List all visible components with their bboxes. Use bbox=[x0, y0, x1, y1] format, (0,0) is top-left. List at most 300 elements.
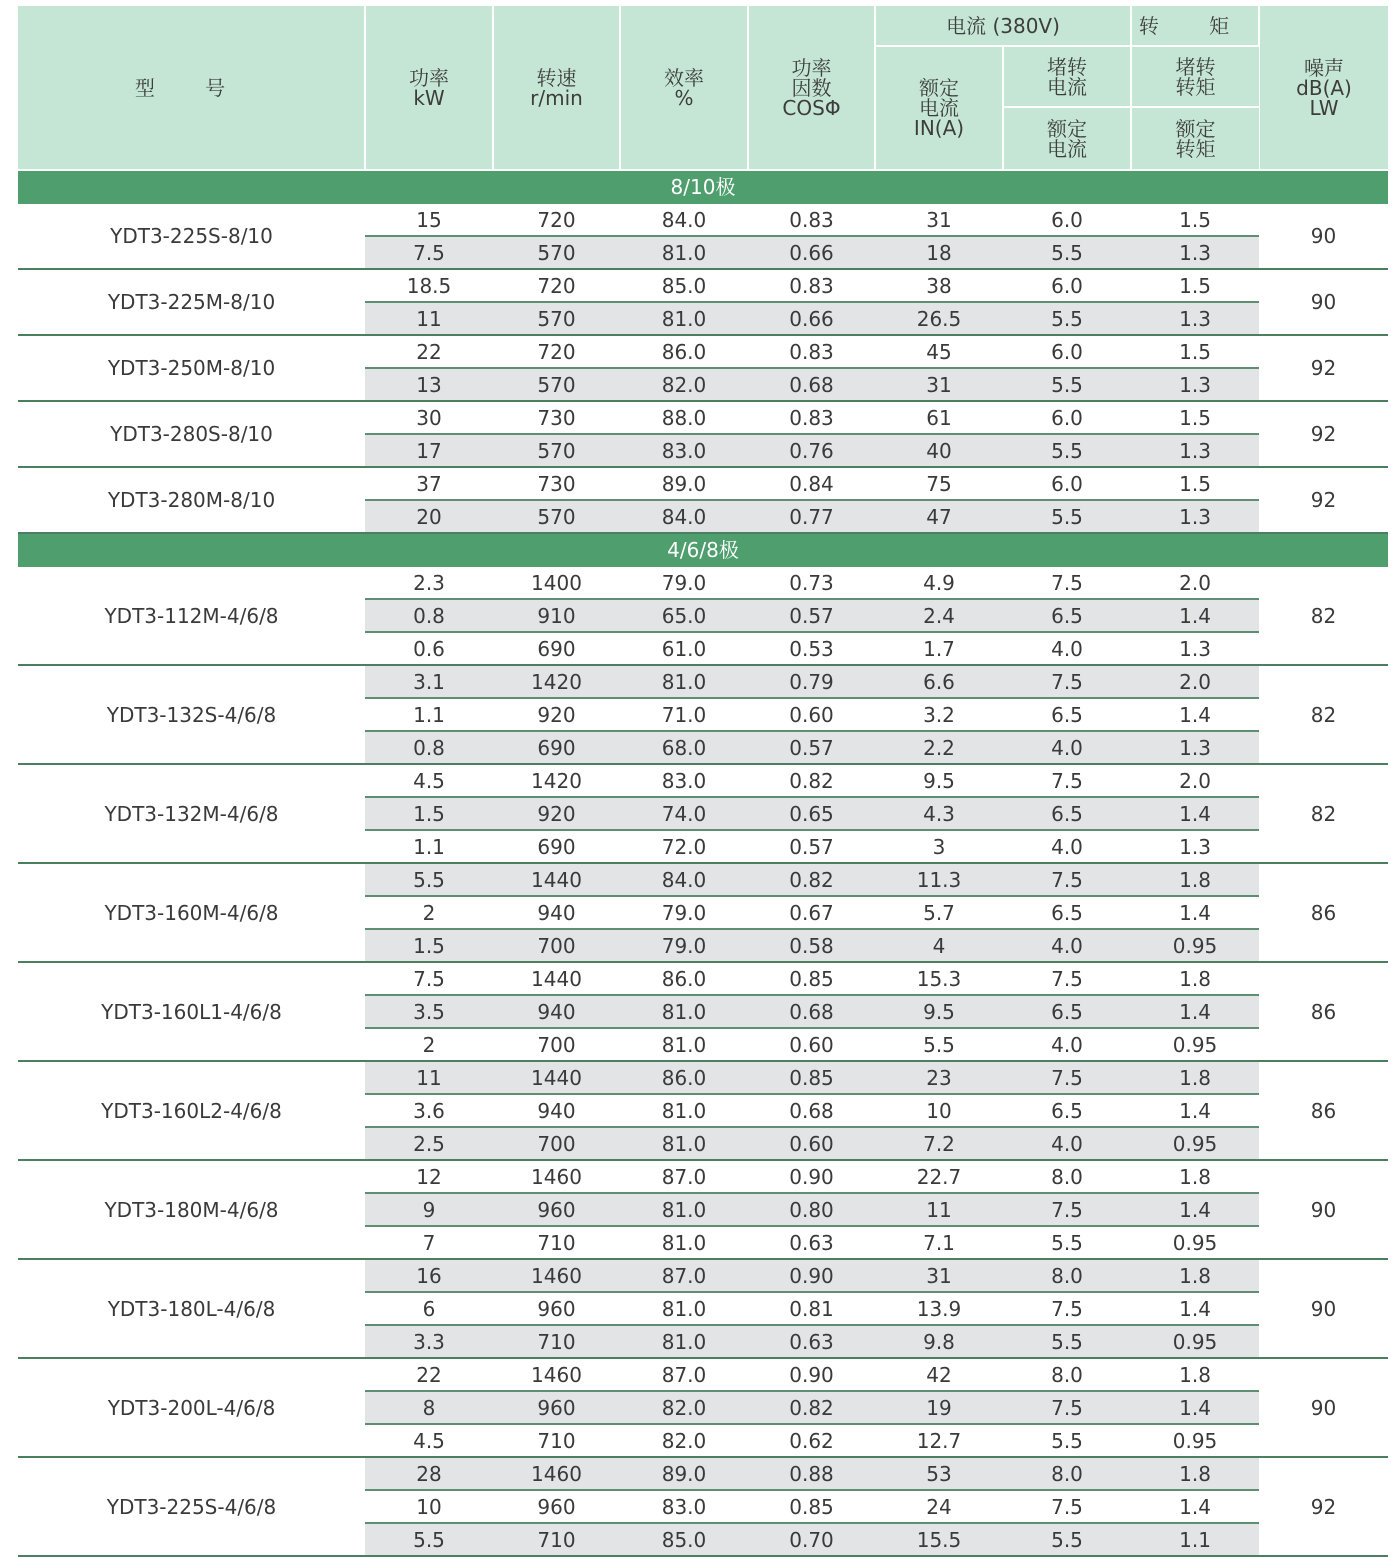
speed-cell: 690 bbox=[493, 731, 620, 764]
power-cell: 17 bbox=[365, 434, 493, 467]
locked-torque-ratio-cell: 1.8 bbox=[1131, 863, 1259, 896]
locked-torque-ratio-cell: 2.0 bbox=[1131, 764, 1259, 797]
efficiency-cell: 84.0 bbox=[620, 863, 748, 896]
power-cell: 16 bbox=[365, 1259, 493, 1292]
locked-current-ratio-cell: 8.0 bbox=[1003, 1259, 1131, 1292]
speed-cell: 720 bbox=[493, 204, 620, 237]
locked-current-ratio-cell: 7.5 bbox=[1003, 863, 1131, 896]
model-name: YDT3-132S-4/6/8 bbox=[18, 665, 365, 764]
rated-current-cell: 45 bbox=[875, 335, 1003, 368]
noise-value: 82 bbox=[1259, 764, 1388, 863]
noise-value: 90 bbox=[1259, 1160, 1388, 1259]
speed-cell: 710 bbox=[493, 1424, 620, 1457]
locked-current-ratio-cell: 6.0 bbox=[1003, 204, 1131, 237]
speed-cell: 940 bbox=[493, 896, 620, 929]
model-name: YDT3-180L-4/6/8 bbox=[18, 1259, 365, 1358]
rated-current-cell: 53 bbox=[875, 1457, 1003, 1490]
locked-current-ratio-cell: 5.5 bbox=[1003, 368, 1131, 401]
efficiency-cell: 86.0 bbox=[620, 962, 748, 995]
speed-cell: 1420 bbox=[493, 665, 620, 698]
speed-cell: 910 bbox=[493, 599, 620, 632]
locked-current-ratio-cell: 5.5 bbox=[1003, 236, 1131, 269]
noise-value: 90 bbox=[1259, 204, 1388, 270]
speed-cell: 570 bbox=[493, 434, 620, 467]
noise-value: 86 bbox=[1259, 962, 1388, 1061]
noise-value: 86 bbox=[1259, 863, 1388, 962]
locked-torque-ratio-cell: 0.95 bbox=[1131, 1325, 1259, 1358]
speed-cell: 1460 bbox=[493, 1259, 620, 1292]
rated-current-cell: 13.9 bbox=[875, 1292, 1003, 1325]
rated-current-cell: 26.5 bbox=[875, 302, 1003, 335]
speed-cell: 1400 bbox=[493, 567, 620, 600]
table-row bbox=[18, 1061, 1388, 1094]
locked-torque-ratio-cell: 1.4 bbox=[1131, 1094, 1259, 1127]
rated-current-cell: 31 bbox=[875, 1259, 1003, 1292]
power-factor-cell: 0.85 bbox=[748, 962, 875, 995]
rated-current-cell: 11.3 bbox=[875, 863, 1003, 896]
power-cell: 22 bbox=[365, 1358, 493, 1391]
rated-current-cell: 47 bbox=[875, 500, 1003, 533]
locked-torque-ratio-cell: 1.3 bbox=[1131, 368, 1259, 401]
power-cell: 7.5 bbox=[365, 236, 493, 269]
locked-torque-ratio-cell: 1.4 bbox=[1131, 1193, 1259, 1226]
locked-current-ratio-cell: 5.5 bbox=[1003, 1523, 1131, 1556]
power-factor-cell: 0.66 bbox=[748, 302, 875, 335]
locked-torque-ratio-cell: 1.3 bbox=[1131, 500, 1259, 533]
power-factor-cell: 0.53 bbox=[748, 632, 875, 665]
section-row bbox=[18, 170, 1388, 204]
power-cell: 1.5 bbox=[365, 797, 493, 830]
locked-current-ratio-cell: 7.5 bbox=[1003, 1490, 1131, 1523]
power-factor-cell: 0.88 bbox=[748, 1457, 875, 1490]
power-factor-cell: 0.90 bbox=[748, 1259, 875, 1292]
locked-current-ratio-cell: 6.5 bbox=[1003, 995, 1131, 1028]
rated-current-cell: 11 bbox=[875, 1193, 1003, 1226]
efficiency-cell: 81.0 bbox=[620, 1193, 748, 1226]
power-factor-cell: 0.60 bbox=[748, 698, 875, 731]
rated-current-cell: 15.5 bbox=[875, 1523, 1003, 1556]
rated-current-cell: 10 bbox=[875, 1094, 1003, 1127]
section-row bbox=[18, 533, 1388, 567]
table-row bbox=[18, 863, 1388, 896]
efficiency-cell: 79.0 bbox=[620, 567, 748, 600]
noise-value: 92 bbox=[1259, 335, 1388, 401]
locked-current-ratio-cell: 6.0 bbox=[1003, 335, 1131, 368]
rated-current-cell: 31 bbox=[875, 368, 1003, 401]
power-factor-cell: 0.67 bbox=[748, 896, 875, 929]
locked-torque-ratio-cell: 1.8 bbox=[1131, 1061, 1259, 1094]
noise-value: 90 bbox=[1259, 1358, 1388, 1457]
speed-cell: 1440 bbox=[493, 1061, 620, 1094]
header-speed: 转速 r/min bbox=[493, 6, 620, 170]
power-cell: 6 bbox=[365, 1292, 493, 1325]
speed-cell: 570 bbox=[493, 236, 620, 269]
power-cell: 1.1 bbox=[365, 830, 493, 863]
speed-cell: 710 bbox=[493, 1325, 620, 1358]
power-cell: 28 bbox=[365, 1457, 493, 1490]
efficiency-cell: 83.0 bbox=[620, 434, 748, 467]
power-factor-cell: 0.82 bbox=[748, 1391, 875, 1424]
header-power: 功率 kW bbox=[365, 6, 493, 170]
efficiency-cell: 82.0 bbox=[620, 1424, 748, 1457]
power-cell: 0.8 bbox=[365, 599, 493, 632]
power-cell: 37 bbox=[365, 467, 493, 500]
locked-current-ratio-cell: 6.5 bbox=[1003, 896, 1131, 929]
locked-torque-ratio-cell: 1.4 bbox=[1131, 599, 1259, 632]
noise-value: 86 bbox=[1259, 1061, 1388, 1160]
table-row bbox=[18, 1457, 1388, 1490]
model-name: YDT3-225M-8/10 bbox=[18, 269, 365, 335]
power-cell: 0.6 bbox=[365, 632, 493, 665]
rated-current-cell: 2.2 bbox=[875, 731, 1003, 764]
power-factor-cell: 0.84 bbox=[748, 467, 875, 500]
efficiency-cell: 72.0 bbox=[620, 830, 748, 863]
rated-current-cell: 5.7 bbox=[875, 896, 1003, 929]
efficiency-cell: 81.0 bbox=[620, 302, 748, 335]
efficiency-cell: 87.0 bbox=[620, 1259, 748, 1292]
rated-current-cell: 42 bbox=[875, 1358, 1003, 1391]
power-cell: 7 bbox=[365, 1226, 493, 1259]
power-cell: 3.6 bbox=[365, 1094, 493, 1127]
speed-cell: 960 bbox=[493, 1391, 620, 1424]
table-row bbox=[18, 1259, 1388, 1292]
locked-current-ratio-cell: 8.0 bbox=[1003, 1358, 1131, 1391]
power-cell: 2.5 bbox=[365, 1127, 493, 1160]
power-cell: 13 bbox=[365, 368, 493, 401]
locked-torque-ratio-cell: 1.5 bbox=[1131, 401, 1259, 434]
rated-current-cell: 61 bbox=[875, 401, 1003, 434]
rated-current-cell: 4.3 bbox=[875, 797, 1003, 830]
spec-table bbox=[18, 6, 1388, 1557]
locked-current-ratio-cell: 7.5 bbox=[1003, 962, 1131, 995]
speed-cell: 720 bbox=[493, 269, 620, 302]
locked-torque-ratio-cell: 1.4 bbox=[1131, 1391, 1259, 1424]
power-cell: 4.5 bbox=[365, 764, 493, 797]
efficiency-cell: 61.0 bbox=[620, 632, 748, 665]
power-factor-cell: 0.73 bbox=[748, 567, 875, 600]
section-title: 4/6/8极 bbox=[18, 533, 1388, 567]
power-factor-cell: 0.83 bbox=[748, 335, 875, 368]
motor-spec-table bbox=[18, 6, 1388, 1552]
header-locked-torque: 堵转 转矩 bbox=[1131, 46, 1259, 107]
power-factor-cell: 0.57 bbox=[748, 731, 875, 764]
rated-current-cell: 31 bbox=[875, 204, 1003, 237]
speed-cell: 960 bbox=[493, 1193, 620, 1226]
efficiency-cell: 83.0 bbox=[620, 764, 748, 797]
spec-table-body bbox=[18, 6, 1388, 1556]
power-factor-cell: 0.60 bbox=[748, 1028, 875, 1061]
locked-torque-ratio-cell: 1.8 bbox=[1131, 1259, 1259, 1292]
speed-cell: 920 bbox=[493, 698, 620, 731]
efficiency-cell: 81.0 bbox=[620, 1028, 748, 1061]
speed-cell: 570 bbox=[493, 368, 620, 401]
power-cell: 2 bbox=[365, 1028, 493, 1061]
speed-cell: 1460 bbox=[493, 1160, 620, 1193]
power-cell: 9 bbox=[365, 1193, 493, 1226]
locked-torque-ratio-cell: 1.4 bbox=[1131, 1490, 1259, 1523]
table-row bbox=[18, 269, 1388, 302]
header-power-factor: 功率 因数 COSΦ bbox=[748, 6, 875, 170]
rated-current-cell: 5.5 bbox=[875, 1028, 1003, 1061]
header-row bbox=[18, 6, 1388, 46]
speed-cell: 690 bbox=[493, 632, 620, 665]
locked-torque-ratio-cell: 1.4 bbox=[1131, 995, 1259, 1028]
power-factor-cell: 0.83 bbox=[748, 269, 875, 302]
rated-current-cell: 7.2 bbox=[875, 1127, 1003, 1160]
efficiency-cell: 81.0 bbox=[620, 1292, 748, 1325]
locked-current-ratio-cell: 5.5 bbox=[1003, 302, 1131, 335]
efficiency-cell: 87.0 bbox=[620, 1358, 748, 1391]
speed-cell: 1460 bbox=[493, 1358, 620, 1391]
power-factor-cell: 0.68 bbox=[748, 995, 875, 1028]
locked-torque-ratio-cell: 2.0 bbox=[1131, 567, 1259, 600]
power-cell: 5.5 bbox=[365, 863, 493, 896]
locked-current-ratio-cell: 4.0 bbox=[1003, 632, 1131, 665]
header-efficiency: 效率 % bbox=[620, 6, 748, 170]
locked-current-ratio-cell: 5.5 bbox=[1003, 500, 1131, 533]
power-factor-cell: 0.76 bbox=[748, 434, 875, 467]
efficiency-cell: 81.0 bbox=[620, 1094, 748, 1127]
noise-value: 82 bbox=[1259, 665, 1388, 764]
locked-torque-ratio-cell: 1.8 bbox=[1131, 1457, 1259, 1490]
power-cell: 3.1 bbox=[365, 665, 493, 698]
power-factor-cell: 0.85 bbox=[748, 1490, 875, 1523]
locked-current-ratio-cell: 4.0 bbox=[1003, 731, 1131, 764]
rated-current-cell: 12.7 bbox=[875, 1424, 1003, 1457]
model-name: YDT3-160L1-4/6/8 bbox=[18, 962, 365, 1061]
efficiency-cell: 74.0 bbox=[620, 797, 748, 830]
efficiency-cell: 65.0 bbox=[620, 599, 748, 632]
rated-current-cell: 9.8 bbox=[875, 1325, 1003, 1358]
speed-cell: 940 bbox=[493, 1094, 620, 1127]
speed-cell: 1420 bbox=[493, 764, 620, 797]
speed-cell: 920 bbox=[493, 797, 620, 830]
speed-cell: 710 bbox=[493, 1226, 620, 1259]
power-factor-cell: 0.90 bbox=[748, 1358, 875, 1391]
power-factor-cell: 0.77 bbox=[748, 500, 875, 533]
speed-cell: 1460 bbox=[493, 1457, 620, 1490]
header-rated-current-denominator: 额定 电流 bbox=[1003, 107, 1131, 170]
power-factor-cell: 0.81 bbox=[748, 1292, 875, 1325]
locked-current-ratio-cell: 7.5 bbox=[1003, 567, 1131, 600]
speed-cell: 710 bbox=[493, 1523, 620, 1556]
header-noise: 噪声 dB(A) LW bbox=[1259, 6, 1388, 170]
locked-current-ratio-cell: 6.0 bbox=[1003, 467, 1131, 500]
efficiency-cell: 81.0 bbox=[620, 665, 748, 698]
model-name: YDT3-200L-4/6/8 bbox=[18, 1358, 365, 1457]
model-name: YDT3-225S-8/10 bbox=[18, 204, 365, 270]
power-cell: 4.5 bbox=[365, 1424, 493, 1457]
header-rated-current: 额定 电流 IN(A) bbox=[875, 46, 1003, 170]
noise-value: 82 bbox=[1259, 567, 1388, 666]
power-factor-cell: 0.70 bbox=[748, 1523, 875, 1556]
power-cell: 12 bbox=[365, 1160, 493, 1193]
speed-cell: 570 bbox=[493, 302, 620, 335]
locked-current-ratio-cell: 6.5 bbox=[1003, 599, 1131, 632]
speed-cell: 940 bbox=[493, 995, 620, 1028]
efficiency-cell: 81.0 bbox=[620, 995, 748, 1028]
rated-current-cell: 40 bbox=[875, 434, 1003, 467]
speed-cell: 1440 bbox=[493, 962, 620, 995]
model-name: YDT3-225S-4/6/8 bbox=[18, 1457, 365, 1556]
power-cell: 7.5 bbox=[365, 962, 493, 995]
locked-torque-ratio-cell: 2.0 bbox=[1131, 665, 1259, 698]
power-cell: 3.3 bbox=[365, 1325, 493, 1358]
efficiency-cell: 82.0 bbox=[620, 368, 748, 401]
rated-current-cell: 3.2 bbox=[875, 698, 1003, 731]
model-name: YDT3-112M-4/6/8 bbox=[18, 567, 365, 666]
rated-current-cell: 23 bbox=[875, 1061, 1003, 1094]
header-rated-torque-denominator: 额定 转矩 bbox=[1131, 107, 1259, 170]
efficiency-cell: 81.0 bbox=[620, 236, 748, 269]
power-factor-cell: 0.57 bbox=[748, 599, 875, 632]
power-cell: 11 bbox=[365, 1061, 493, 1094]
locked-current-ratio-cell: 6.5 bbox=[1003, 797, 1131, 830]
power-cell: 30 bbox=[365, 401, 493, 434]
locked-torque-ratio-cell: 1.5 bbox=[1131, 204, 1259, 237]
locked-current-ratio-cell: 5.5 bbox=[1003, 434, 1131, 467]
locked-torque-ratio-cell: 1.4 bbox=[1131, 797, 1259, 830]
model-name: YDT3-280S-8/10 bbox=[18, 401, 365, 467]
noise-value: 92 bbox=[1259, 467, 1388, 533]
locked-torque-ratio-cell: 1.5 bbox=[1131, 335, 1259, 368]
table-row bbox=[18, 665, 1388, 698]
power-factor-cell: 0.58 bbox=[748, 929, 875, 962]
rated-current-cell: 7.1 bbox=[875, 1226, 1003, 1259]
power-cell: 15 bbox=[365, 204, 493, 237]
rated-current-cell: 38 bbox=[875, 269, 1003, 302]
noise-value: 90 bbox=[1259, 269, 1388, 335]
locked-current-ratio-cell: 4.0 bbox=[1003, 1028, 1131, 1061]
power-cell: 20 bbox=[365, 500, 493, 533]
locked-torque-ratio-cell: 1.5 bbox=[1131, 269, 1259, 302]
power-factor-cell: 0.83 bbox=[748, 401, 875, 434]
locked-torque-ratio-cell: 1.4 bbox=[1131, 896, 1259, 929]
model-name: YDT3-160M-4/6/8 bbox=[18, 863, 365, 962]
efficiency-cell: 89.0 bbox=[620, 1457, 748, 1490]
locked-current-ratio-cell: 7.5 bbox=[1003, 1391, 1131, 1424]
locked-current-ratio-cell: 4.0 bbox=[1003, 929, 1131, 962]
power-factor-cell: 0.60 bbox=[748, 1127, 875, 1160]
table-row bbox=[18, 764, 1388, 797]
power-factor-cell: 0.90 bbox=[748, 1160, 875, 1193]
header-locked-current: 堵转 电流 bbox=[1003, 46, 1131, 107]
locked-torque-ratio-cell: 1.3 bbox=[1131, 731, 1259, 764]
rated-current-cell: 1.7 bbox=[875, 632, 1003, 665]
efficiency-cell: 82.0 bbox=[620, 1391, 748, 1424]
locked-torque-ratio-cell: 0.95 bbox=[1131, 929, 1259, 962]
noise-value: 90 bbox=[1259, 1259, 1388, 1358]
locked-torque-ratio-cell: 1.5 bbox=[1131, 467, 1259, 500]
speed-cell: 960 bbox=[493, 1490, 620, 1523]
locked-torque-ratio-cell: 1.8 bbox=[1131, 1358, 1259, 1391]
power-factor-cell: 0.65 bbox=[748, 797, 875, 830]
locked-torque-ratio-cell: 1.3 bbox=[1131, 632, 1259, 665]
rated-current-cell: 15.3 bbox=[875, 962, 1003, 995]
efficiency-cell: 68.0 bbox=[620, 731, 748, 764]
efficiency-cell: 86.0 bbox=[620, 335, 748, 368]
table-row bbox=[18, 567, 1388, 600]
locked-current-ratio-cell: 6.5 bbox=[1003, 1094, 1131, 1127]
power-cell: 22 bbox=[365, 335, 493, 368]
power-factor-cell: 0.83 bbox=[748, 204, 875, 237]
efficiency-cell: 86.0 bbox=[620, 1061, 748, 1094]
speed-cell: 690 bbox=[493, 830, 620, 863]
locked-current-ratio-cell: 7.5 bbox=[1003, 764, 1131, 797]
power-cell: 2 bbox=[365, 896, 493, 929]
power-cell: 3.5 bbox=[365, 995, 493, 1028]
locked-torque-ratio-cell: 1.4 bbox=[1131, 1292, 1259, 1325]
efficiency-cell: 83.0 bbox=[620, 1490, 748, 1523]
power-factor-cell: 0.82 bbox=[748, 764, 875, 797]
header-model: 型 号 bbox=[18, 6, 365, 170]
locked-current-ratio-cell: 6.5 bbox=[1003, 698, 1131, 731]
locked-current-ratio-cell: 7.5 bbox=[1003, 665, 1131, 698]
power-cell: 1.5 bbox=[365, 929, 493, 962]
speed-cell: 700 bbox=[493, 929, 620, 962]
table-row bbox=[18, 204, 1388, 237]
power-cell: 0.8 bbox=[365, 731, 493, 764]
locked-torque-ratio-cell: 0.95 bbox=[1131, 1424, 1259, 1457]
efficiency-cell: 81.0 bbox=[620, 1325, 748, 1358]
locked-torque-ratio-cell: 1.3 bbox=[1131, 236, 1259, 269]
noise-value: 92 bbox=[1259, 1457, 1388, 1556]
locked-torque-ratio-cell: 1.3 bbox=[1131, 830, 1259, 863]
power-cell: 10 bbox=[365, 1490, 493, 1523]
locked-torque-ratio-cell: 0.95 bbox=[1131, 1028, 1259, 1061]
locked-current-ratio-cell: 7.5 bbox=[1003, 1193, 1131, 1226]
power-factor-cell: 0.63 bbox=[748, 1226, 875, 1259]
locked-torque-ratio-cell: 1.1 bbox=[1131, 1523, 1259, 1556]
power-cell: 11 bbox=[365, 302, 493, 335]
locked-current-ratio-cell: 5.5 bbox=[1003, 1424, 1131, 1457]
locked-current-ratio-cell: 4.0 bbox=[1003, 830, 1131, 863]
speed-cell: 960 bbox=[493, 1292, 620, 1325]
rated-current-cell: 75 bbox=[875, 467, 1003, 500]
power-factor-cell: 0.63 bbox=[748, 1325, 875, 1358]
locked-torque-ratio-cell: 1.4 bbox=[1131, 698, 1259, 731]
efficiency-cell: 81.0 bbox=[620, 1127, 748, 1160]
locked-torque-ratio-cell: 1.8 bbox=[1131, 1160, 1259, 1193]
locked-current-ratio-cell: 6.0 bbox=[1003, 269, 1131, 302]
locked-torque-ratio-cell: 0.95 bbox=[1131, 1226, 1259, 1259]
locked-current-ratio-cell: 8.0 bbox=[1003, 1160, 1131, 1193]
efficiency-cell: 88.0 bbox=[620, 401, 748, 434]
model-name: YDT3-250M-8/10 bbox=[18, 335, 365, 401]
locked-current-ratio-cell: 6.0 bbox=[1003, 401, 1131, 434]
power-cell: 8 bbox=[365, 1391, 493, 1424]
power-factor-cell: 0.80 bbox=[748, 1193, 875, 1226]
rated-current-cell: 6.6 bbox=[875, 665, 1003, 698]
locked-current-ratio-cell: 5.5 bbox=[1003, 1325, 1131, 1358]
locked-torque-ratio-cell: 0.95 bbox=[1131, 1127, 1259, 1160]
rated-current-cell: 22.7 bbox=[875, 1160, 1003, 1193]
model-name: YDT3-280M-8/10 bbox=[18, 467, 365, 533]
model-name: YDT3-180M-4/6/8 bbox=[18, 1160, 365, 1259]
locked-current-ratio-cell: 7.5 bbox=[1003, 1061, 1131, 1094]
efficiency-cell: 71.0 bbox=[620, 698, 748, 731]
rated-current-cell: 9.5 bbox=[875, 764, 1003, 797]
rated-current-cell: 24 bbox=[875, 1490, 1003, 1523]
speed-cell: 1440 bbox=[493, 863, 620, 896]
table-row bbox=[18, 401, 1388, 434]
efficiency-cell: 79.0 bbox=[620, 896, 748, 929]
model-name: YDT3-160L2-4/6/8 bbox=[18, 1061, 365, 1160]
efficiency-cell: 85.0 bbox=[620, 1523, 748, 1556]
rated-current-cell: 2.4 bbox=[875, 599, 1003, 632]
efficiency-cell: 81.0 bbox=[620, 1226, 748, 1259]
efficiency-cell: 84.0 bbox=[620, 500, 748, 533]
